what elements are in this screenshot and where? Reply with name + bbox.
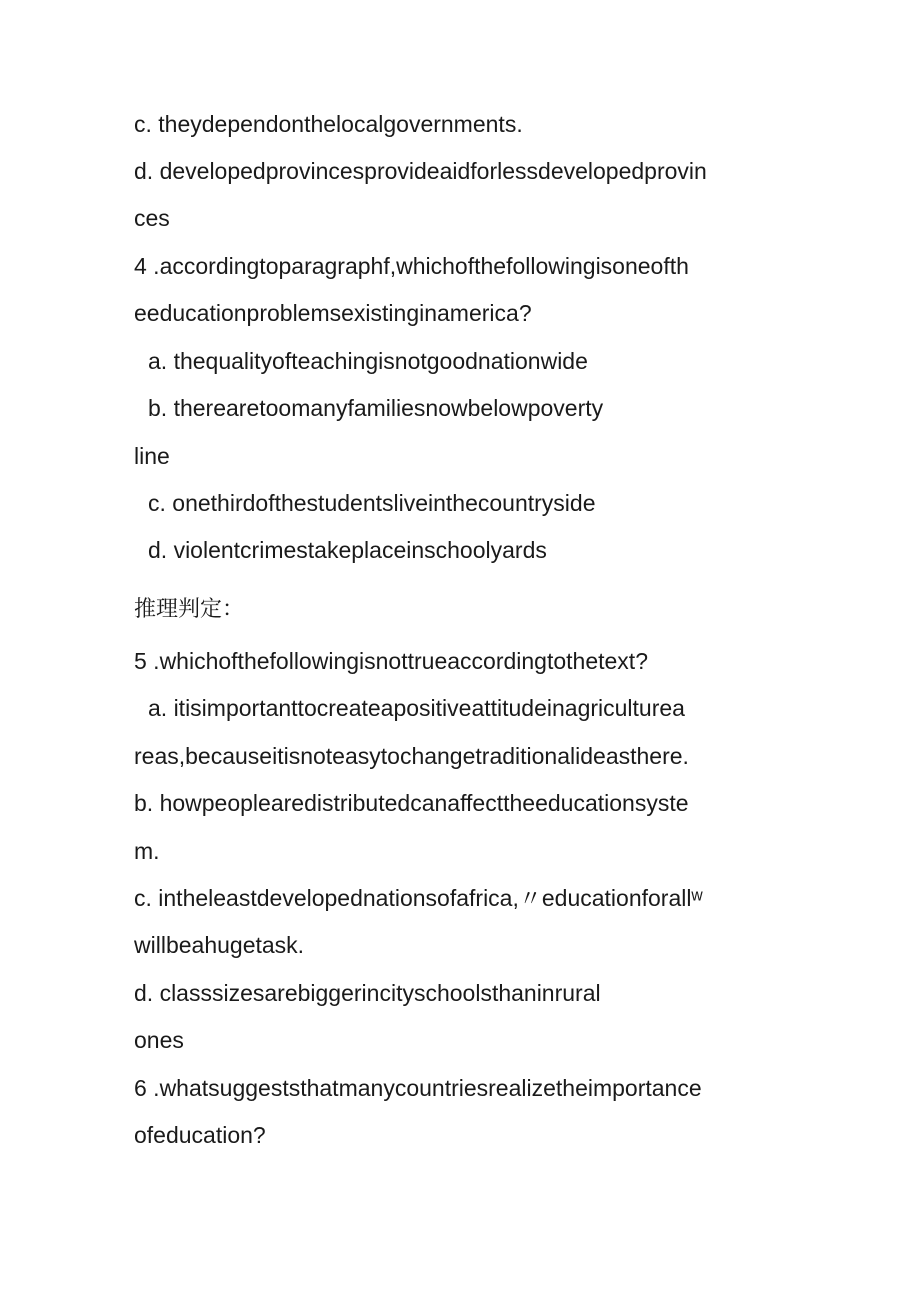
option-4c: c. onethirdofthestudentsliveinthecountryside (148, 490, 596, 516)
question-6: 6 .whatsuggeststhatmanycountriesrealizetheimportance (134, 1075, 702, 1101)
option-5b-continued: m. (134, 838, 160, 864)
question-4-continued: eeducationproblemsexistinginamerica? (134, 300, 532, 326)
question-6-continued: ofeducation? (134, 1122, 266, 1148)
option-3d: d. developedprovincesprovideaidforlessdevelopedprovin (134, 158, 707, 184)
option-5c-continued: willbeahugetask. (134, 932, 305, 958)
option-5d: d. classsizesarebiggerincityschoolsthaninrural (134, 980, 601, 1006)
option-4a: a. thequalityofteachingisnotgoodnationwide (148, 348, 588, 374)
question-5: 5 .whichofthefollowingisnottrueaccordingtothetext? (134, 648, 648, 674)
option-3d-continued: ces (134, 205, 170, 231)
option-4b-continued: line (134, 443, 170, 469)
option-5a-continued: reas,becauseitisnoteasytochangetraditionalideasthere. (134, 743, 689, 769)
option-4b: b. therearetoomanyfamiliesnowbelowpoverty (148, 395, 604, 421)
option-4d: d. violentcrimestakeplaceinschoolyards (148, 537, 547, 563)
option-5c: c. intheleastdevelopednationsofafrica,〃educationforallʷ (134, 885, 703, 911)
option-3c: c. theydependonthelocalgovernments. (134, 111, 523, 137)
option-5a: a. itisimportanttocreateapositiveattitudeinagriculturea (148, 695, 685, 721)
question-4: 4 .accordingtoparagraphf,whichofthefollowingisoneofth (134, 253, 689, 279)
section-heading: 推理判定： (134, 597, 245, 622)
option-5b: b. howpeoplearedistributedcanaffecttheeducationsyste (134, 790, 689, 816)
option-5d-continued: ones (134, 1027, 184, 1053)
